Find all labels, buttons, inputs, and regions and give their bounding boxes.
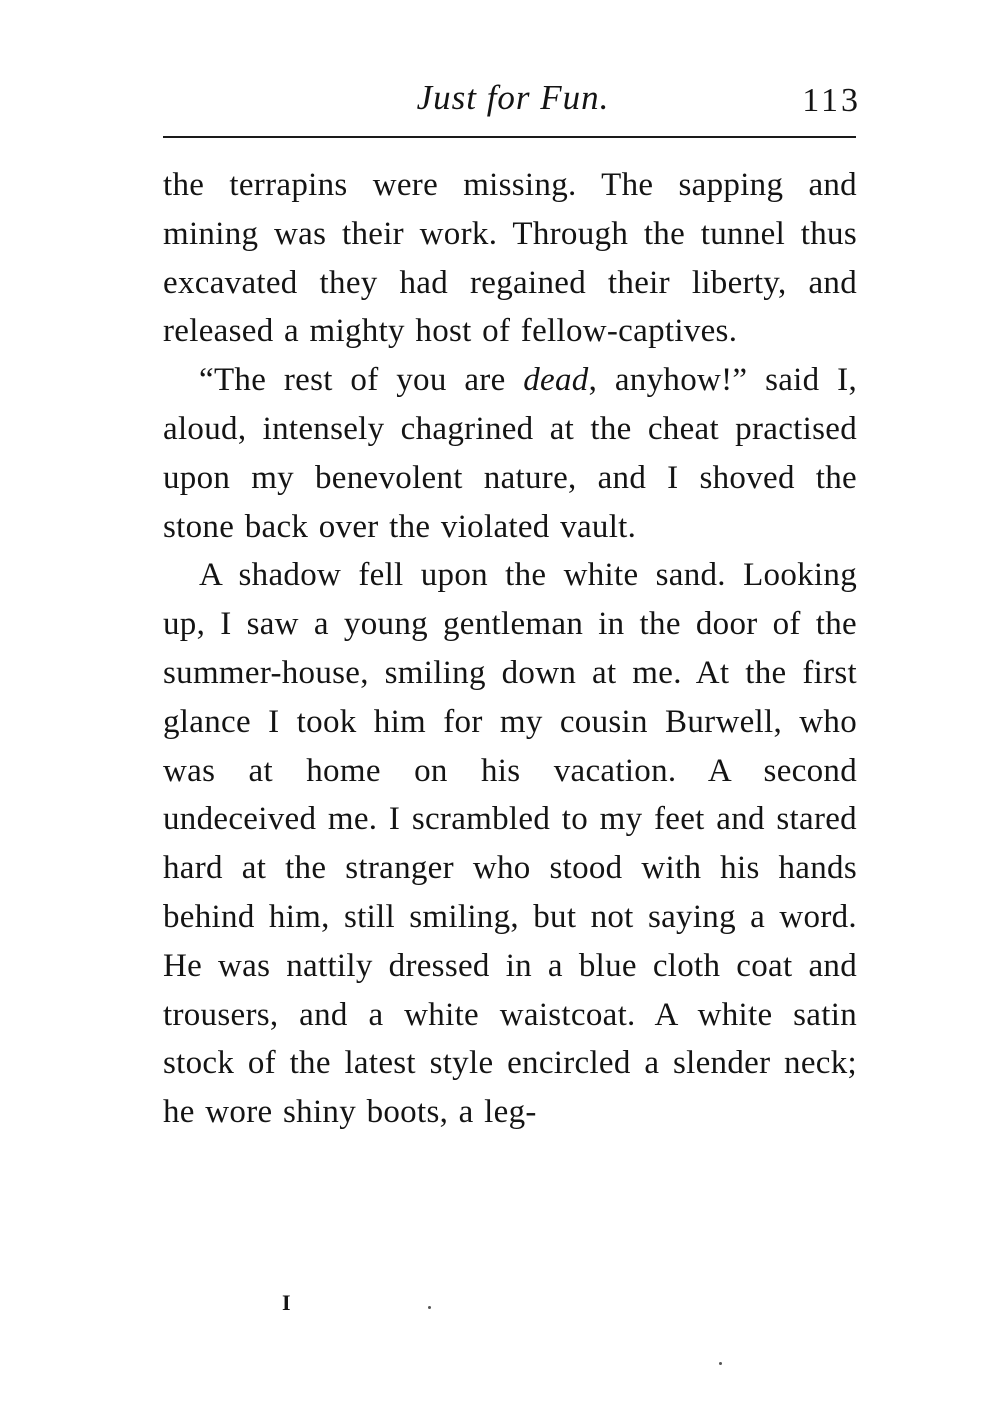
header-rule — [163, 136, 856, 138]
text-run: the terrapins were missing. The sapping and mining was their work. Through the tunnel thus excavated they had regained their liberty, and released a mighty host of fellow-captives. — [163, 167, 857, 350]
signature-mark: I — [282, 1290, 291, 1315]
running-title: Just for Fun. — [416, 78, 610, 117]
print-speck — [428, 1306, 431, 1309]
text-run: “The rest of you are — [199, 362, 524, 399]
paragraph — [163, 551, 857, 1137]
paragraph — [163, 356, 857, 551]
page-number: 113 — [802, 82, 861, 119]
page-header — [163, 78, 863, 134]
print-speck — [719, 1362, 722, 1365]
paragraph — [163, 161, 857, 356]
text-run: , anyhow!” said I, aloud, intensely chagrined at the cheat practised upon my benevolent nature, and I shoved the stone back over the violated vault. — [163, 362, 857, 545]
text-run: A shadow fell upon the white sand. Looking up, I saw a young gentleman in the door of the summer-house, smiling down at me. At the first glance I took him for my cousin Burwell, who was at home on his vacation. A second undeceived me. I scrambled to my feet and stared hard at the stranger who stood with his hands behind him, still smiling, but not saying a word. He was nattily dressed in a blue cloth coat and trousers, and a white waistcoat. A white satin stock of the latest style encircled a slender neck; he wore shiny boots, a leg- — [163, 557, 857, 1131]
body-text — [163, 161, 857, 1137]
italic-text: dead — [523, 362, 589, 399]
